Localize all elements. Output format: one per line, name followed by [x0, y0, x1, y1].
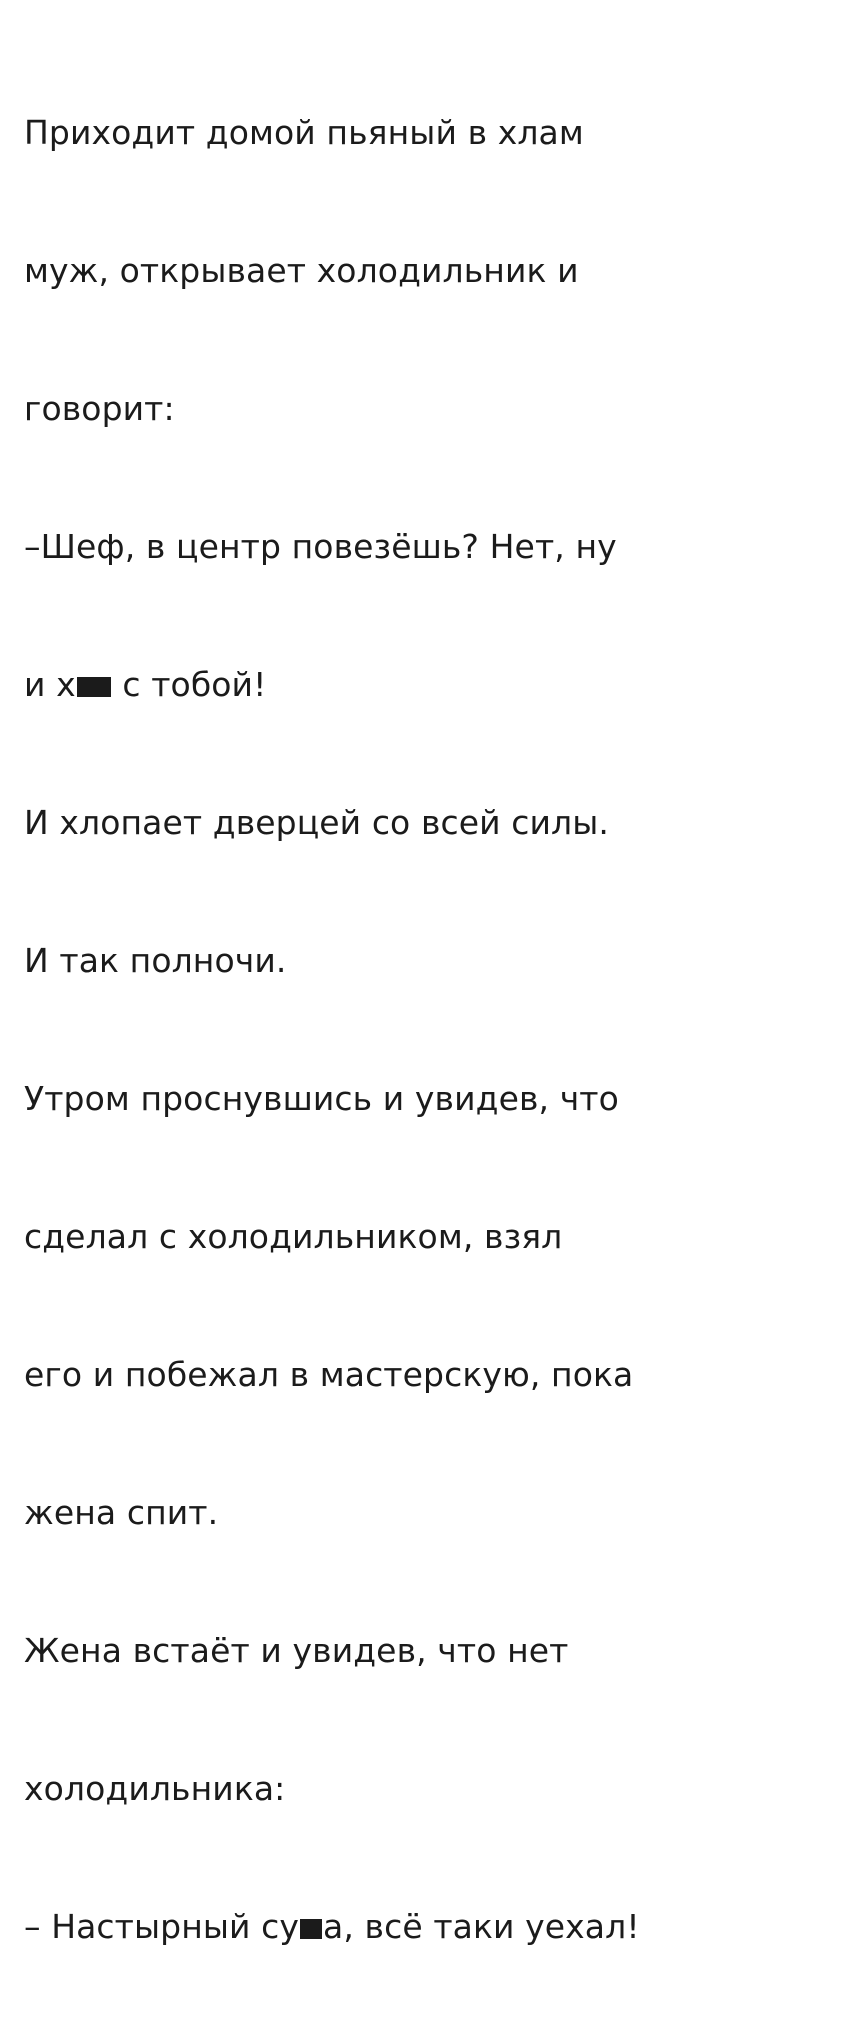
- text-line: Приходит домой пьяный в хлам: [24, 113, 584, 152]
- text-line: муж, открывает холодильник и: [24, 251, 579, 290]
- text-line-censored: [24, 1904, 816, 1950]
- text-line: И хлопает дверцей со всей силы.: [24, 803, 609, 842]
- text-line: сделал с холодильником, взял: [24, 1217, 563, 1256]
- text-line: говорит:: [24, 389, 175, 428]
- text-line-prefix: – Настырный су: [24, 1907, 300, 1946]
- text-line: –Шеф, в центр повезёшь? Нет, ну: [24, 527, 617, 566]
- text-line-suffix: с тобой!: [111, 665, 267, 704]
- joke-text-block: [24, 18, 816, 2042]
- text-line-suffix: а, всё таки уехал!: [323, 1907, 640, 1946]
- text-line: Утром проснувшись и увидев, что: [24, 1079, 619, 1118]
- text-line-prefix: и х: [24, 665, 76, 704]
- text-line: жена спит.: [24, 1493, 219, 1532]
- text-line: Жена встаёт и увидев, что нет: [24, 1631, 569, 1670]
- censor-bar-icon: [77, 677, 111, 697]
- text-line: холодильника:: [24, 1769, 286, 1808]
- text-line: его и побежал в мастерскую, пока: [24, 1355, 634, 1394]
- text-line-censored: [24, 662, 816, 708]
- text-line: И так полночи.: [24, 941, 287, 980]
- censor-bar-icon: [300, 1919, 322, 1939]
